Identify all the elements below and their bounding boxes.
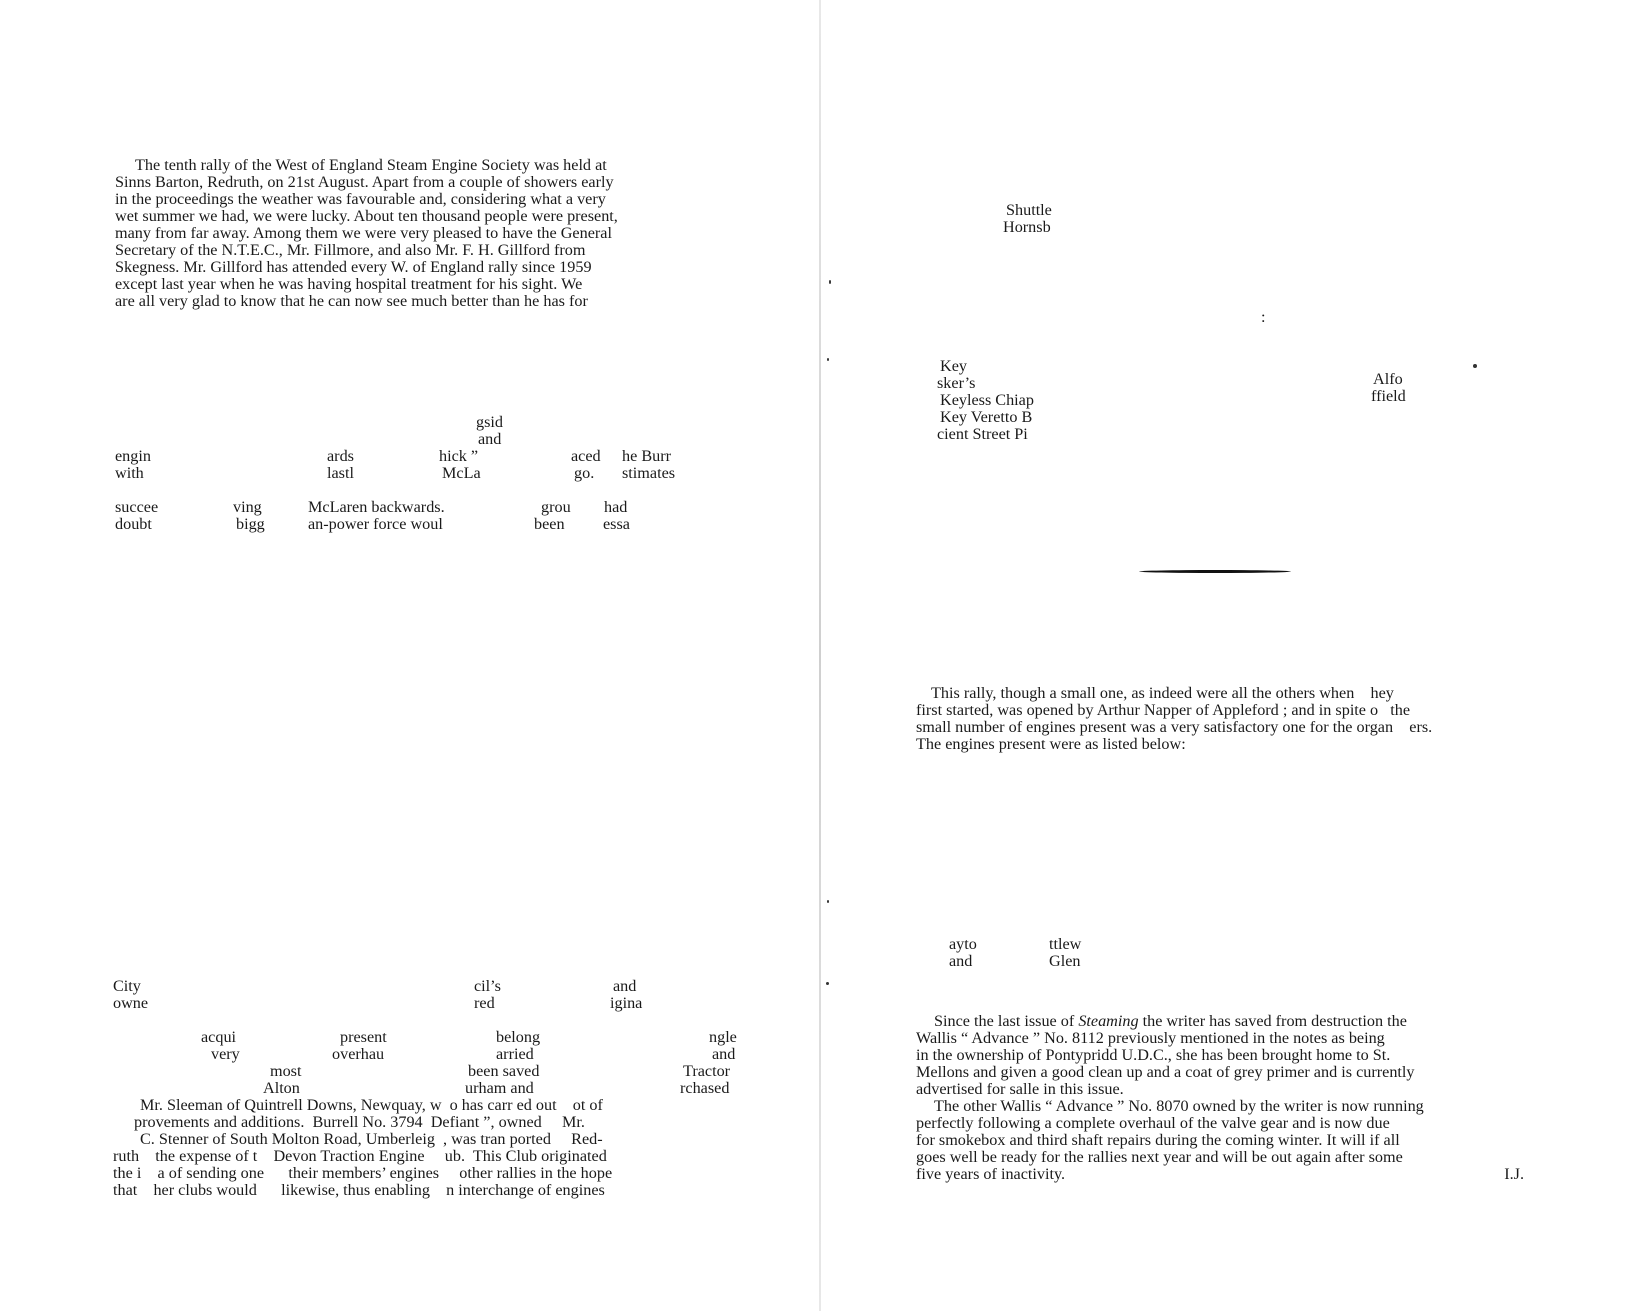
text-line: many from far away. Among them we were very pleased to have the General bbox=[115, 224, 612, 242]
text-fragment: most bbox=[270, 1062, 302, 1080]
text-line: for smokebox and third shaft repairs during the coming winter. It will if all bbox=[916, 1131, 1400, 1149]
text-fragment: belong bbox=[496, 1028, 541, 1046]
text-fragment: red bbox=[474, 994, 495, 1012]
text-line: except last year when he was having hospital treatment for his sight. We bbox=[115, 275, 583, 293]
text-fragment: had bbox=[604, 498, 628, 516]
text-line: Wallis “ Advance ” No. 8112 previously mentioned in the notes as being bbox=[916, 1029, 1385, 1047]
steaming-paragraph bbox=[916, 1013, 1538, 1098]
text-line: goes well be ready for the rallies next year and will be out again after some bbox=[916, 1148, 1403, 1166]
text-line: C. Stenner of South Molton Road, Umberleig , was tran ported Red- bbox=[140, 1130, 603, 1148]
section-divider bbox=[1139, 570, 1291, 573]
text-fragment: and bbox=[712, 1045, 736, 1063]
text-fragment: and bbox=[949, 952, 973, 970]
text-line: in the proceedings the weather was favourable and, considering what a very bbox=[115, 190, 606, 208]
author-signature: I.J. bbox=[1504, 1165, 1524, 1183]
text-fragment: essa bbox=[603, 515, 630, 533]
text-fragment: City bbox=[113, 977, 141, 995]
dot-mark bbox=[827, 900, 829, 903]
dot-mark bbox=[829, 280, 831, 284]
text-line: Mr. Sleeman of Quintrell Downs, Newquay, w o has carr ed out ot of bbox=[140, 1096, 603, 1114]
bottom-paragraph bbox=[113, 1097, 743, 1199]
dot-mark bbox=[827, 358, 829, 361]
text-line: This rally, though a small one, as indeed were all the others when hey bbox=[931, 684, 1394, 702]
closing-text: five years of inactivity. bbox=[916, 1165, 1066, 1183]
text-fragment: Key bbox=[940, 357, 967, 375]
text-line: provements and additions. Burrell No. 3794 Defiant ”, owned Mr. bbox=[134, 1113, 585, 1131]
text-fragment: gsid bbox=[476, 413, 503, 431]
text-line: Skegness. Mr. Gillford has attended every W. of England rally since 1959 bbox=[115, 258, 592, 276]
text-fragment: acqui bbox=[201, 1028, 237, 1046]
text-line: ruth the expense of t Devon Traction Engine ub. This Club originated bbox=[113, 1147, 607, 1165]
text-fragment: stimates bbox=[622, 464, 676, 482]
text-line: Mellons and given a good clean up and a coat of grey primer and is currently bbox=[916, 1063, 1415, 1081]
text-line: Sinns Barton, Redruth, on 21st August. Apart from a couple of showers early bbox=[115, 173, 614, 191]
text-line: small number of engines present was a very satisfactory one for the organ ers. bbox=[916, 718, 1433, 736]
text-fragment: ttlew bbox=[1049, 935, 1082, 953]
text-line: The engines present were as listed below: bbox=[916, 735, 1186, 753]
dot-mark bbox=[826, 982, 829, 985]
text-fragment: McLa bbox=[442, 464, 481, 482]
text-line: The tenth rally of the West of England Steam Engine Society was held at bbox=[135, 156, 607, 174]
text-fragment: aced bbox=[571, 447, 601, 465]
text-fragment: hick ” bbox=[439, 447, 479, 465]
text-fragment: arried bbox=[496, 1045, 534, 1063]
text-fragment: overhau bbox=[332, 1045, 385, 1063]
text-fragment: and bbox=[613, 977, 637, 995]
text-line: first started, was opened by Arthur Napper of Appleford ; and in spite o the bbox=[916, 701, 1411, 719]
text-fragment: ards bbox=[327, 447, 354, 465]
intro-paragraph bbox=[115, 157, 741, 310]
text-fragment: ving bbox=[233, 498, 262, 516]
text-line: perfectly following a complete overhaul of the valve gear and is now due bbox=[916, 1114, 1390, 1132]
text-fragment: present bbox=[340, 1028, 387, 1046]
text-fragment: with bbox=[115, 464, 144, 482]
text-fragment: an-power force woul bbox=[308, 515, 443, 533]
text-fragment: very bbox=[211, 1045, 240, 1063]
text-fragment: Hornsb bbox=[1003, 218, 1051, 236]
wallis-paragraph bbox=[916, 1098, 1538, 1183]
page-gutter bbox=[819, 0, 821, 1311]
text-line: Secretary of the N.T.E.C., Mr. Fillmore, and also Mr. F. H. Gillford from bbox=[115, 241, 586, 259]
text-fragment: ffield bbox=[1371, 387, 1406, 405]
text-fragment: Shuttle bbox=[1006, 201, 1052, 219]
text-fragment: been saved bbox=[468, 1062, 540, 1080]
text-fragment: lastl bbox=[327, 464, 354, 482]
text-fragment: Key Veretto B bbox=[940, 408, 1033, 426]
rally-paragraph bbox=[916, 685, 1536, 753]
text-fragment: Keyless Chiap bbox=[940, 391, 1034, 409]
text-line: in the ownership of Pontypridd U.D.C., she has been brought home to St. bbox=[916, 1046, 1391, 1064]
text-line bbox=[916, 1166, 1538, 1183]
text-fragment: been bbox=[534, 515, 565, 533]
text-fragment: grou bbox=[541, 498, 571, 516]
text-fragment: doubt bbox=[115, 515, 152, 533]
text-fragment: go. bbox=[574, 464, 595, 482]
text-line: advertised for salle in this issue. bbox=[916, 1080, 1124, 1098]
text-fragment: Glen bbox=[1049, 952, 1081, 970]
dot-mark bbox=[1473, 364, 1477, 368]
text-fragment: succee bbox=[115, 498, 159, 516]
text-fragment: Alton bbox=[263, 1079, 300, 1097]
text-line: The other Wallis “ Advance ” No. 8070 owned by the writer is now running bbox=[934, 1097, 1424, 1115]
text-fragment: McLaren backwards. bbox=[308, 498, 445, 516]
text-line: the i a of sending one their members’ engines other rallies in the hope bbox=[113, 1164, 613, 1182]
text-fragment: he Burr bbox=[622, 447, 671, 465]
text-line: are all very glad to know that he can now see much better than he has for bbox=[115, 292, 588, 310]
text-line: Since the last issue of Steaming the writer has saved from destruction the bbox=[934, 1012, 1407, 1030]
text-fragment: bigg bbox=[236, 515, 265, 533]
publication-title: Steaming bbox=[1078, 1012, 1139, 1030]
text-fragment: owne bbox=[113, 994, 149, 1012]
text-fragment: urham and bbox=[465, 1079, 534, 1097]
text-fragment: ngle bbox=[709, 1028, 737, 1046]
text-fragment: engin bbox=[115, 447, 151, 465]
right-page bbox=[819, 0, 1638, 1311]
text-fragment: cil’s bbox=[474, 977, 501, 995]
text-line: wet summer we had, we were lucky. About ten thousand people were present, bbox=[115, 207, 618, 225]
text-fragment: and bbox=[478, 430, 502, 448]
text-fragment: igina bbox=[610, 994, 643, 1012]
text-line: that her clubs would likewise, thus enabling n interchange of engines bbox=[113, 1181, 605, 1199]
text-fragment: Tractor bbox=[683, 1062, 731, 1080]
text-fragment: sker’s bbox=[937, 374, 976, 392]
text-fragment: Alfo bbox=[1373, 370, 1403, 388]
text-fragment: ayto bbox=[949, 935, 977, 953]
text-fragment: rchased bbox=[680, 1079, 730, 1097]
text-fragment: : bbox=[1261, 308, 1266, 326]
text-fragment: cient Street Pi bbox=[937, 425, 1028, 443]
